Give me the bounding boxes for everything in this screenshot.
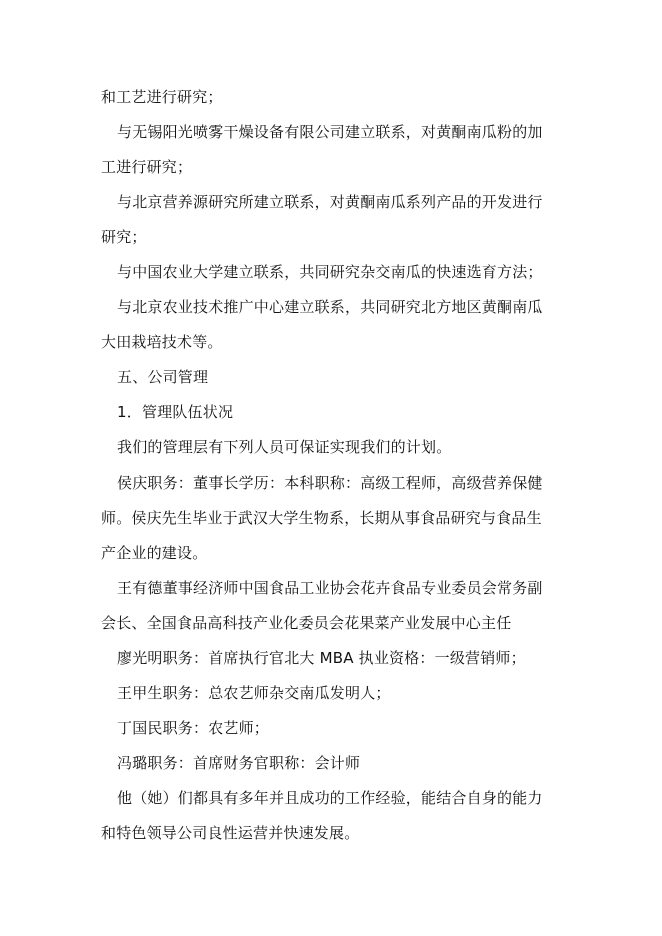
paragraph-line: 与无锡阳光喷雾干燥设备有限公司建立联系，对黄酮南瓜粉的加 [117, 123, 543, 141]
paragraph-line: 与北京营养源研究所建立联系，对黄酮南瓜系列产品的开发进行 [117, 193, 543, 211]
paragraph-line: 王甲生职务：总农艺师杂交南瓜发明人； [117, 684, 391, 702]
paragraph-line: 产企业的建设。 [101, 544, 208, 562]
paragraph-line: 和特色领导公司良性运营并快速发展。 [101, 824, 360, 842]
paragraph-line: 王有德董事经济师中国食品工业协会花卉食品专业委员会常务副 [117, 579, 543, 597]
paragraph-line: 师。侯庆先生毕业于武汉大学生物系，长期从事食品研究与食品生 [101, 509, 542, 527]
paragraph-line: 冯璐职务：首席财务官职称：会计师 [117, 754, 361, 772]
paragraph-line: 会长、全国食品高科技产业化委员会花果菜产业发展中心主任 [101, 614, 512, 632]
paragraph-line: 工进行研究； [101, 158, 193, 176]
section-heading: 五、公司管理 [117, 368, 209, 386]
paragraph-line: 侯庆职务：董事长学历：本科职称：高级工程师，高级营养保健 [117, 474, 543, 492]
subsection-heading: 1．管理队伍状况 [117, 403, 234, 421]
paragraph-line: 丁国民职务：农艺师； [117, 719, 270, 737]
paragraph-line: 大田栽培技术等。 [101, 333, 223, 351]
paragraph-line: 研究； [101, 228, 147, 246]
paragraph-line: 廖光明职务：首席执行官北大 MBA 执业资格：一级营销师； [117, 649, 526, 667]
paragraph-line: 与北京农业技术推广中心建立联系，共同研究北方地区黄酮南瓜 [117, 298, 543, 316]
paragraph-line: 他（她）们都具有多年并且成功的工作经验，能结合自身的能力 [117, 789, 543, 807]
paragraph-line: 我们的管理层有下列人员可保证实现我们的计划。 [117, 438, 452, 456]
paragraph-line: 和工艺进行研究； [101, 88, 223, 106]
paragraph-line: 与中国农业大学建立联系，共同研究杂交南瓜的快速选育方法； [117, 263, 543, 281]
